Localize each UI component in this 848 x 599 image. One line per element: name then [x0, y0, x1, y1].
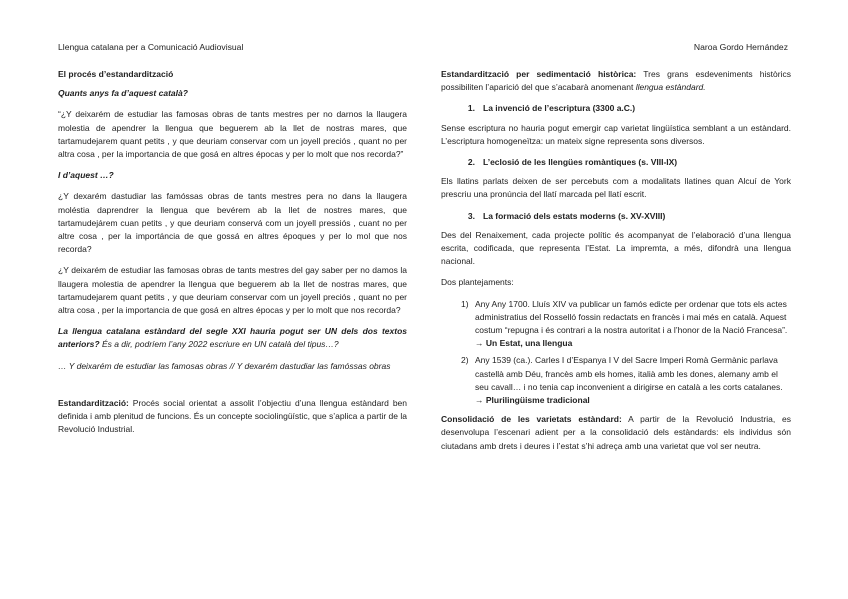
approach-number: 2): [461, 355, 469, 366]
item-number: 2.: [467, 157, 475, 168]
item-3-heading: [441, 210, 791, 223]
item-title: La invenció de l’escriptura (3300 a.C.): [483, 103, 636, 114]
approach-1: [441, 298, 791, 351]
consolidation-text: A partir de la Revolució Industria, es desenvolupa l’escenari adient per a la consolidació dels estàndards: els individus són ciutadans amb drets i deures i l’estat s’hi adreça amb una varietat que vol ser neutra.: [441, 414, 791, 451]
approaches-label: Dos plantejaments:: [441, 277, 514, 288]
approach-text: Any Any 1700. Lluís XIV va publicar un famós edicte per ordenar que tots els actes administratius del Rosselló fossin redactats en francès i mai més en català. Aquest costum “repugna i és contrari a la nostra autoritat i a l’honor de la Nació Francesa”.: [475, 298, 788, 336]
arrow-icon: →: [475, 338, 486, 349]
intro: [441, 68, 791, 94]
quote-3: ¿Y deixarém de estudiar las famosas obras de tants mestres del gay saber per no damos la llaugera molestia de apendrer la llengua que beguerem ab la llet de nostras mares, que tartamudejarem quant petits , y que deuriam conservar com un joyell preciós , quant no per altra cosa , per la importancia de que gosá en altres épocas y per lo molt que nos recorda?: [58, 265, 407, 316]
header-course: Llengua catalana per a Comunicació Audiovisual: [58, 42, 244, 52]
section-title: El procés d’estandardització: [58, 69, 174, 79]
options: … Y deixarém de estudiar las famosas obras // Y dexarém dastudiar las famóssas obras: [58, 360, 391, 371]
approach-conclusion: Un Estat, una llengua: [485, 338, 573, 349]
definition-text: Procés social orientat a assolit l’objectiu d’una llengua estàndard ben definida i amb plenitud de funcions. És un concepte sociolingüístic, que s’aplica a partir de la Revolució Industrial.: [58, 397, 407, 435]
arrow-icon: →: [475, 395, 486, 406]
consolidation: [441, 413, 791, 453]
approach-number: 1): [461, 298, 469, 309]
claim-bold: La llengua catalana estàndard del segle XXI hauria pogut ser UN dels dos textos anteriors?: [58, 326, 407, 350]
item-3-text: Des del Renaixement, cada projecte polític és acompanyat de l’elaboració d’una llengua escrita, codificada, que representa l’Estat. La impremta, a més, difondrà una llengua nacional.: [441, 229, 791, 267]
question-2: I d’aquest …?: [58, 170, 114, 181]
definition-label: Estandardització:: [58, 397, 129, 408]
approach-2: [441, 354, 791, 407]
item-1-text: Sense escriptura no hauria pogut emergir cap varietat lingüística semblant a un estàndard. L’escriptura homogeneïtza: un mateix signe representa sons diversos.: [441, 122, 791, 146]
definition: [58, 397, 407, 437]
item-title: La formació dels estats moderns (s. XV-XVIII): [483, 210, 666, 221]
approach-text: Any 1539 (ca.). Carles I d’Espanya I V del Sacre Imperi Romà Germànic parlava castellà amb Déu, francès amb els homes, italià amb les dones, alemany amb el seu cavall… i no tenia cap inconvenient a dirigirse en català a les corts catalanes.: [475, 355, 783, 392]
item-title: L’eclosió de les llengües romàntiques (s. VIII-IX): [483, 157, 678, 168]
intro-label: Estandardització per sedimentació històrica:: [441, 69, 637, 79]
item-2-text: Els llatins parlats deixen de ser percebuts com a modalitats llatines quan Alcuí de York prescriu una pronúncia del llatí marcada pel llatí escrit.: [441, 176, 791, 200]
intro-italic: llengua estàndard.: [635, 82, 706, 93]
item-number: 3.: [467, 210, 475, 221]
right-column: [441, 68, 791, 461]
item-number: 1.: [467, 103, 475, 114]
claim-rest: És a dir, podríem l’any 2022 escriure en UN català del tipus…?: [99, 339, 339, 350]
item-1-heading: [441, 102, 791, 115]
quote-2: ¿Y dexarém dastudiar las famóssas obras de tants mestres pera no dans la llaugera moléstia daprendrer la llengua que bevérem ab la llet de nostres mares, que tartamudejárem cuan petits , y que deuriam conservá com un joyell pressiós , cuant no per altre cosa , per la importáncia de que gossá en altres époques y per lo mol que nos recorda?: [58, 191, 407, 255]
quote-1: “¿Y deixarém de estudiar las famosas obras de tants mestres per no darnos la llaugera molestia de apendrer la llengua que beguerem ab la llet de nostras mares, que tartamudejarem quant petits , y que deuriam conservar com un joyell preciós , quant no per altra cosa , per la importancia de que gosá en altres épocas y per lo molt que nos recorda?”: [58, 109, 407, 160]
left-column: [58, 68, 407, 444]
intro-text: Tres grans esdeveniments històrics possibiliten l’aparició del que s’acabarà anomenant: [441, 69, 791, 93]
header-author: Naroa Gordo Hernández: [693, 42, 788, 52]
question: Quants anys fa d’aquest català?: [58, 88, 188, 99]
approach-conclusion: Plurilingüisme tradicional: [485, 395, 590, 406]
consolidation-label: Consolidació de les varietats estàndard:: [441, 414, 622, 425]
claim: [58, 325, 407, 351]
item-2-heading: [441, 156, 791, 169]
